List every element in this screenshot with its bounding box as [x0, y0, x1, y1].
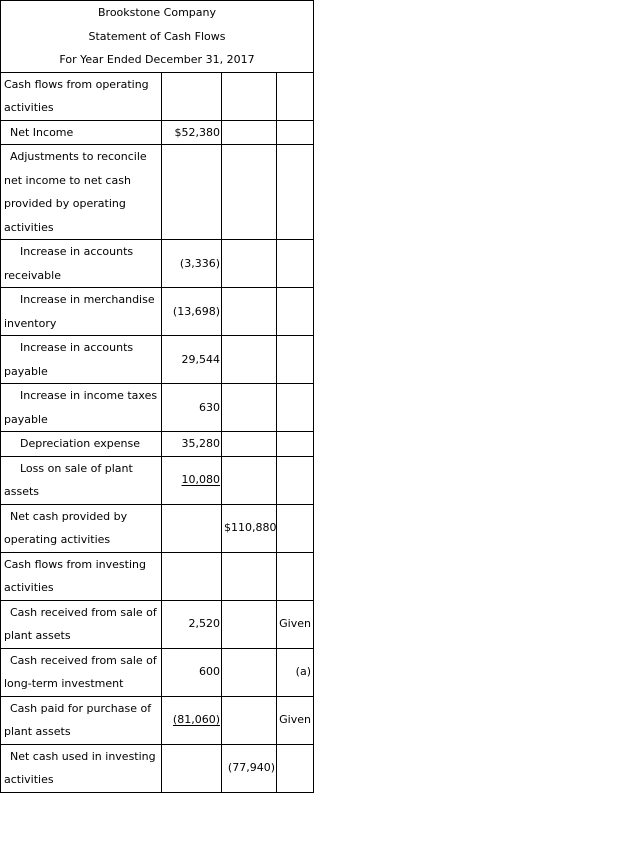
table-row — [1, 456, 314, 504]
underlined-amount: 10,080 — [181, 473, 220, 487]
header-company-row — [1, 1, 314, 25]
label-line: long-term investment — [4, 677, 124, 690]
row-label — [1, 504, 162, 552]
statement-period: For Year Ended December 31, 2017 — [1, 48, 314, 72]
label-line: receivable — [4, 268, 61, 282]
table-row — [1, 600, 314, 648]
label-line: Increase in accounts — [20, 341, 134, 354]
company-name: Brookstone Company — [1, 1, 314, 25]
row-label — [1, 145, 162, 240]
label-line: activities — [4, 581, 54, 594]
row-label — [1, 456, 162, 504]
table-row — [1, 696, 314, 744]
label-line: Cash flows from operating — [4, 77, 149, 91]
table-row — [1, 744, 314, 792]
label-line: Net Income — [10, 125, 74, 139]
row-label — [1, 648, 162, 696]
label-line: Adjustments to reconcile — [10, 150, 147, 163]
label-line: plant assets — [4, 629, 71, 642]
amount-cell: 600 — [162, 648, 222, 696]
table-row — [1, 120, 314, 145]
header-statement-row — [1, 25, 314, 49]
table-row — [1, 145, 314, 240]
note-cell: Given — [277, 696, 314, 744]
total-cell: $110,880 — [222, 504, 277, 552]
row-label — [1, 72, 162, 120]
label-line: provided by operating — [4, 197, 126, 210]
label-line: activities — [4, 101, 54, 114]
row-label — [1, 240, 162, 288]
header-period-row — [1, 48, 314, 72]
label-line: Depreciation expense — [20, 437, 140, 450]
label-line: assets — [4, 485, 40, 498]
label-line: Cash received from sale of — [10, 653, 157, 667]
row-label — [1, 336, 162, 384]
label-line: Loss on sale of plant — [20, 461, 133, 475]
amount-cell: (13,698) — [162, 288, 222, 336]
amount-cell: $52,380 — [162, 120, 222, 145]
amount-cell: 630 — [162, 384, 222, 432]
row-label — [1, 120, 162, 145]
row-label — [1, 384, 162, 432]
amount-cell: 29,544 — [162, 336, 222, 384]
cash-flow-statement-table — [0, 0, 314, 793]
label-line: Cash received from sale of — [10, 605, 157, 619]
row-label — [1, 288, 162, 336]
amount-cell — [162, 696, 222, 744]
amount-cell: (3,336) — [162, 240, 222, 288]
row-label — [1, 432, 162, 457]
label-line: Net cash provided by — [10, 509, 128, 523]
label-line: activities — [4, 773, 54, 786]
table-row — [1, 648, 314, 696]
row-label — [1, 744, 162, 792]
table-row — [1, 552, 314, 600]
label-line: Net cash used in investing — [10, 749, 156, 763]
note-cell: Given — [277, 600, 314, 648]
table-row — [1, 384, 314, 432]
label-line: Increase in accounts — [20, 245, 134, 258]
note-cell: (a) — [277, 648, 314, 696]
amount-cell — [162, 456, 222, 504]
row-label — [1, 600, 162, 648]
label-line: net income to net cash — [4, 173, 131, 187]
amount-cell: 35,280 — [162, 432, 222, 457]
underlined-amount: (81,060) — [172, 713, 220, 727]
label-line: Cash flows from investing — [4, 557, 146, 571]
table-row — [1, 432, 314, 457]
label-line: operating activities — [4, 533, 111, 546]
label-line: payable — [4, 364, 48, 378]
label-line: payable — [4, 412, 48, 426]
row-label — [1, 552, 162, 600]
label-line: plant assets — [4, 725, 71, 738]
row-label — [1, 696, 162, 744]
total-cell: (77,940) — [222, 744, 277, 792]
table-row — [1, 240, 314, 288]
table-row — [1, 288, 314, 336]
label-line: inventory — [4, 316, 57, 330]
table-row — [1, 504, 314, 552]
label-line: Cash paid for purchase of — [10, 701, 152, 715]
label-line: activities — [4, 220, 54, 234]
amount-cell: 2,520 — [162, 600, 222, 648]
table-row — [1, 72, 314, 120]
statement-title: Statement of Cash Flows — [1, 25, 314, 49]
table-row — [1, 336, 314, 384]
label-line: Increase in income taxes — [20, 389, 158, 402]
label-line: Increase in merchandise — [20, 293, 155, 306]
